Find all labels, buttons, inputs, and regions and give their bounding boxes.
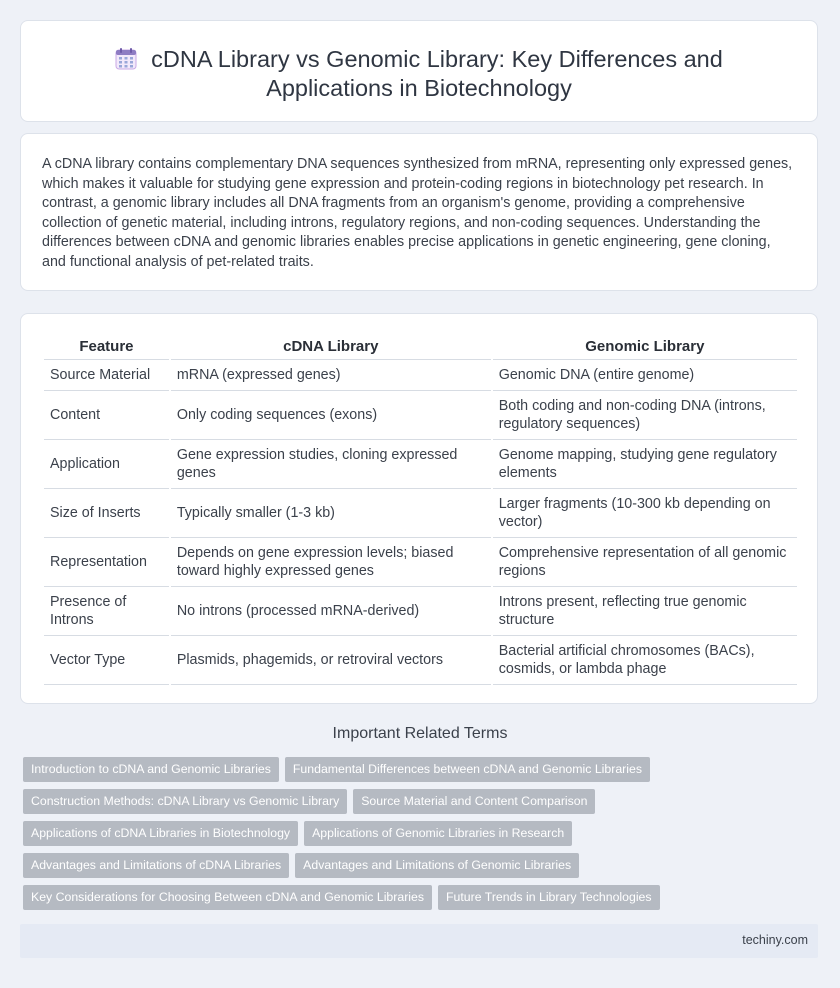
table-row [44,391,797,440]
cell-feature: Content [44,391,169,440]
calendar-icon [115,48,137,70]
cell-genomic: Genome mapping, studying gene regulatory elements [493,440,797,489]
related-term-tag[interactable]: Applications of Genomic Libraries in Research [304,821,572,846]
related-term-tag[interactable]: Applications of cDNA Libraries in Biotechnology [23,821,298,846]
cell-cdna: Only coding sequences (exons) [171,391,491,440]
title-line-1: cDNA Library vs Genomic Library: Key Differences and [151,46,723,72]
cell-feature: Source Material [44,360,169,391]
title-line-2: Applications in Biotechnology [266,75,572,101]
header-genomic: Genomic Library [493,335,797,360]
cell-genomic: Introns present, reflecting true genomic structure [493,587,797,636]
cell-feature: Presence of Introns [44,587,169,636]
related-term-tag[interactable]: Introduction to cDNA and Genomic Libraries [23,757,279,782]
cell-cdna: Plasmids, phagemids, or retroviral vectors [171,636,491,685]
cell-genomic: Larger fragments (10-300 kb depending on vector) [493,489,797,538]
comparison-card [20,313,818,704]
related-term-tag[interactable]: Advantages and Limitations of Genomic Libraries [295,853,579,878]
cell-cdna: No introns (processed mRNA-derived) [171,587,491,636]
table-row [44,440,797,489]
footer [20,924,818,958]
cell-feature: Vector Type [44,636,169,685]
related-term-tag[interactable]: Future Trends in Library Technologies [438,885,660,910]
related-term-tag[interactable]: Construction Methods: cDNA Library vs Genomic Library [23,789,347,814]
cell-feature: Size of Inserts [44,489,169,538]
cell-genomic: Comprehensive representation of all genomic regions [493,538,797,587]
table-row [44,538,797,587]
header-cdna: cDNA Library [171,335,491,360]
table-row [44,587,797,636]
related-term-tag[interactable]: Source Material and Content Comparison [353,789,595,814]
footer-site-link[interactable]: techiny.com [742,933,808,947]
comparison-table [42,335,799,685]
related-term-tag[interactable]: Fundamental Differences between cDNA and Genomic Libraries [285,757,650,782]
related-term-tag[interactable]: Key Considerations for Choosing Between cDNA and Genomic Libraries [23,885,432,910]
intro-card [20,133,818,291]
cell-feature: Application [44,440,169,489]
table-row [44,360,797,391]
table-row [44,636,797,685]
cell-feature: Representation [44,538,169,587]
cell-cdna: Depends on gene expression levels; biased toward highly expressed genes [171,538,491,587]
header-feature: Feature [44,335,169,360]
table-header-row [44,335,797,360]
cell-genomic: Both coding and non-coding DNA (introns, regulatory sequences) [493,391,797,440]
related-terms-heading: Important Related Terms [332,725,508,742]
cell-genomic: Bacterial artificial chromosomes (BACs), cosmids, or lambda phage [493,636,797,685]
cell-cdna: Typically smaller (1-3 kb) [171,489,491,538]
related-term-tag[interactable]: Advantages and Limitations of cDNA Libraries [23,853,289,878]
page-title [21,45,817,103]
cell-genomic: Genomic DNA (entire genome) [493,360,797,391]
cell-cdna: Gene expression studies, cloning expressed genes [171,440,491,489]
intro-paragraph: A cDNA library contains complementary DNA sequences synthesized from mRNA, representing only expressed genes, which makes it valuable for studying gene expression and protein-coding regions in biotechnology pet research. In contrast, a genomic library includes all DNA fragments from an organism's genome, providing a comprehensive collection of genetic material, including introns, regulatory regions, and non-coding sequences. Understanding the differences between cDNA and genomic libraries enables precise applications in genetic engineering, gene cloning, and functional analysis of pet-related traits. [42,156,793,270]
title-card [20,20,818,122]
table-row [44,489,797,538]
cell-cdna: mRNA (expressed genes) [171,360,491,391]
related-terms-list [23,757,823,917]
